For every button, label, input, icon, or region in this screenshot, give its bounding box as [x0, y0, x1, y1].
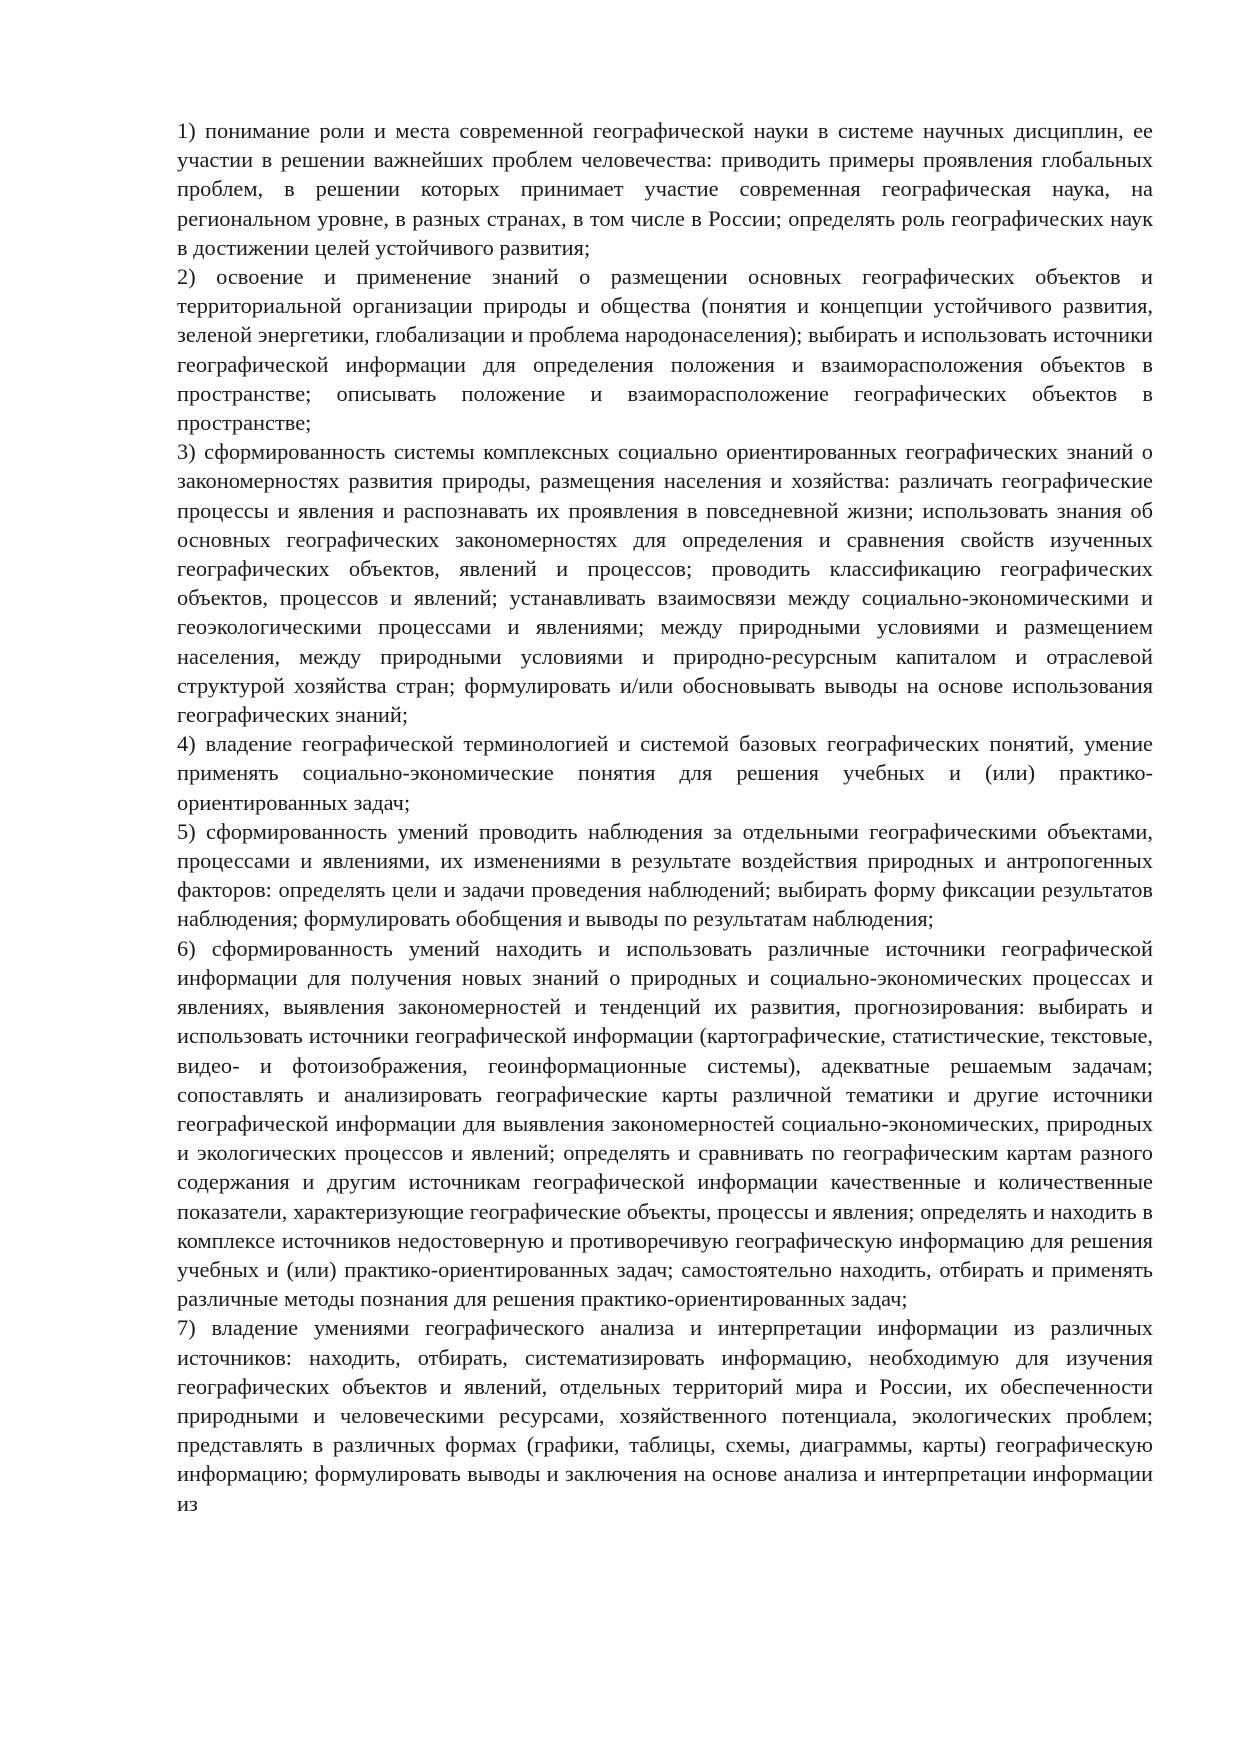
document-body	[177, 116, 1153, 1518]
list-item-1: 1) понимание роли и места современной географической науки в системе научных дисциплин, ее участии в решении важнейших проблем человечества: приводить примеры проявления глобальных проблем, в решении которых принимает участие современная географическая наука, на региональном уровне, в разных странах, в том числе в России; определять роль географических наук в достижении целей устойчивого развития;	[177, 118, 1153, 260]
list-item-5: 5) сформированность умений проводить наблюдения за отдельными географическими объектами, процессами и явлениями, их изменениями в результате воздействия природных и антропогенных факторов: определять цели и задачи проведения наблюдений; выбирать форму фиксации результатов наблюдения; формулировать обобщения и выводы по результатам наблюдения;	[177, 818, 1153, 932]
list-item-6: 6) сформированность умений находить и использовать различные источники географической информации для получения новых знаний о природных и социально-экономических процессах и явлениях, выявления закономерностей и тенденций их развития, прогнозирования: выбирать и использовать источники географической информации (картографические, статистические, текстовые, видео- и фотоизображения, геоинформационные системы), адекватные решаемым задачам; сопоставлять и анализировать географические карты различной тематики и другие источники географической информации для выявления закономерностей социально-экономических, природных и экологических процессов и явлений; определять и сравнивать по географическим картам разного содержания и другим источникам географической информации качественные и количественные показатели, характеризующие географические объекты, процессы и явления; определять и находить в комплексе источников недостоверную и противоречивую географическую информацию для решения учебных и (или) практико-ориентированных задач; самостоятельно находить, отбирать и применять различные методы познания для решения практико-ориентированных задач;	[177, 935, 1153, 1312]
list-item-4: 4) владение географической терминологией и системой базовых географических понятий, умение применять социально-экономические понятия для решения учебных и (или) практико-ориентированных задач;	[177, 731, 1153, 815]
list-item-2: 2) освоение и применение знаний о размещении основных географических объектов и территориальной организации природы и общества (понятия и концепции устойчивого развития, зеленой энергетики, глобализации и проблема народонаселения); выбирать и использовать источники географической информации для определения положения и взаиморасположения объектов в пространстве; описывать положение и взаиморасположение географических объектов в пространстве;	[177, 264, 1153, 436]
list-item-7: 7) владение умениями географического анализа и интерпретации информации из различных источников: находить, отбирать, систематизировать информацию, необходимую для изучения географических объектов и явлений, отдельных территорий мира и России, их обеспеченности природными и человеческими ресурсами, хозяйственного потенциала, экологических проблем; представлять в различных формах (графики, таблицы, схемы, диаграммы, карты) географическую информацию; формулировать выводы и заключения на основе анализа и интерпретации информации из	[177, 1315, 1153, 1516]
list-item-3: 3) сформированность системы комплексных социально ориентированных географических знаний о закономерностях развития природы, размещения населения и хозяйства: различать географические процессы и явления и распознавать их проявления в повседневной жизни; использовать знания об основных географических закономерностях для определения и сравнения свойств изученных географических объектов, явлений и процессов; проводить классификацию географических объектов, процессов и явлений; устанавливать взаимосвязи между социально-экономическими и геоэкологическими процессами и явлениями; между природными условиями и размещением населения, между природными условиями и природно-ресурсным капиталом и отраслевой структурой хозяйства стран; формулировать и/или обосновывать выводы на основе использования географических знаний;	[177, 439, 1153, 728]
